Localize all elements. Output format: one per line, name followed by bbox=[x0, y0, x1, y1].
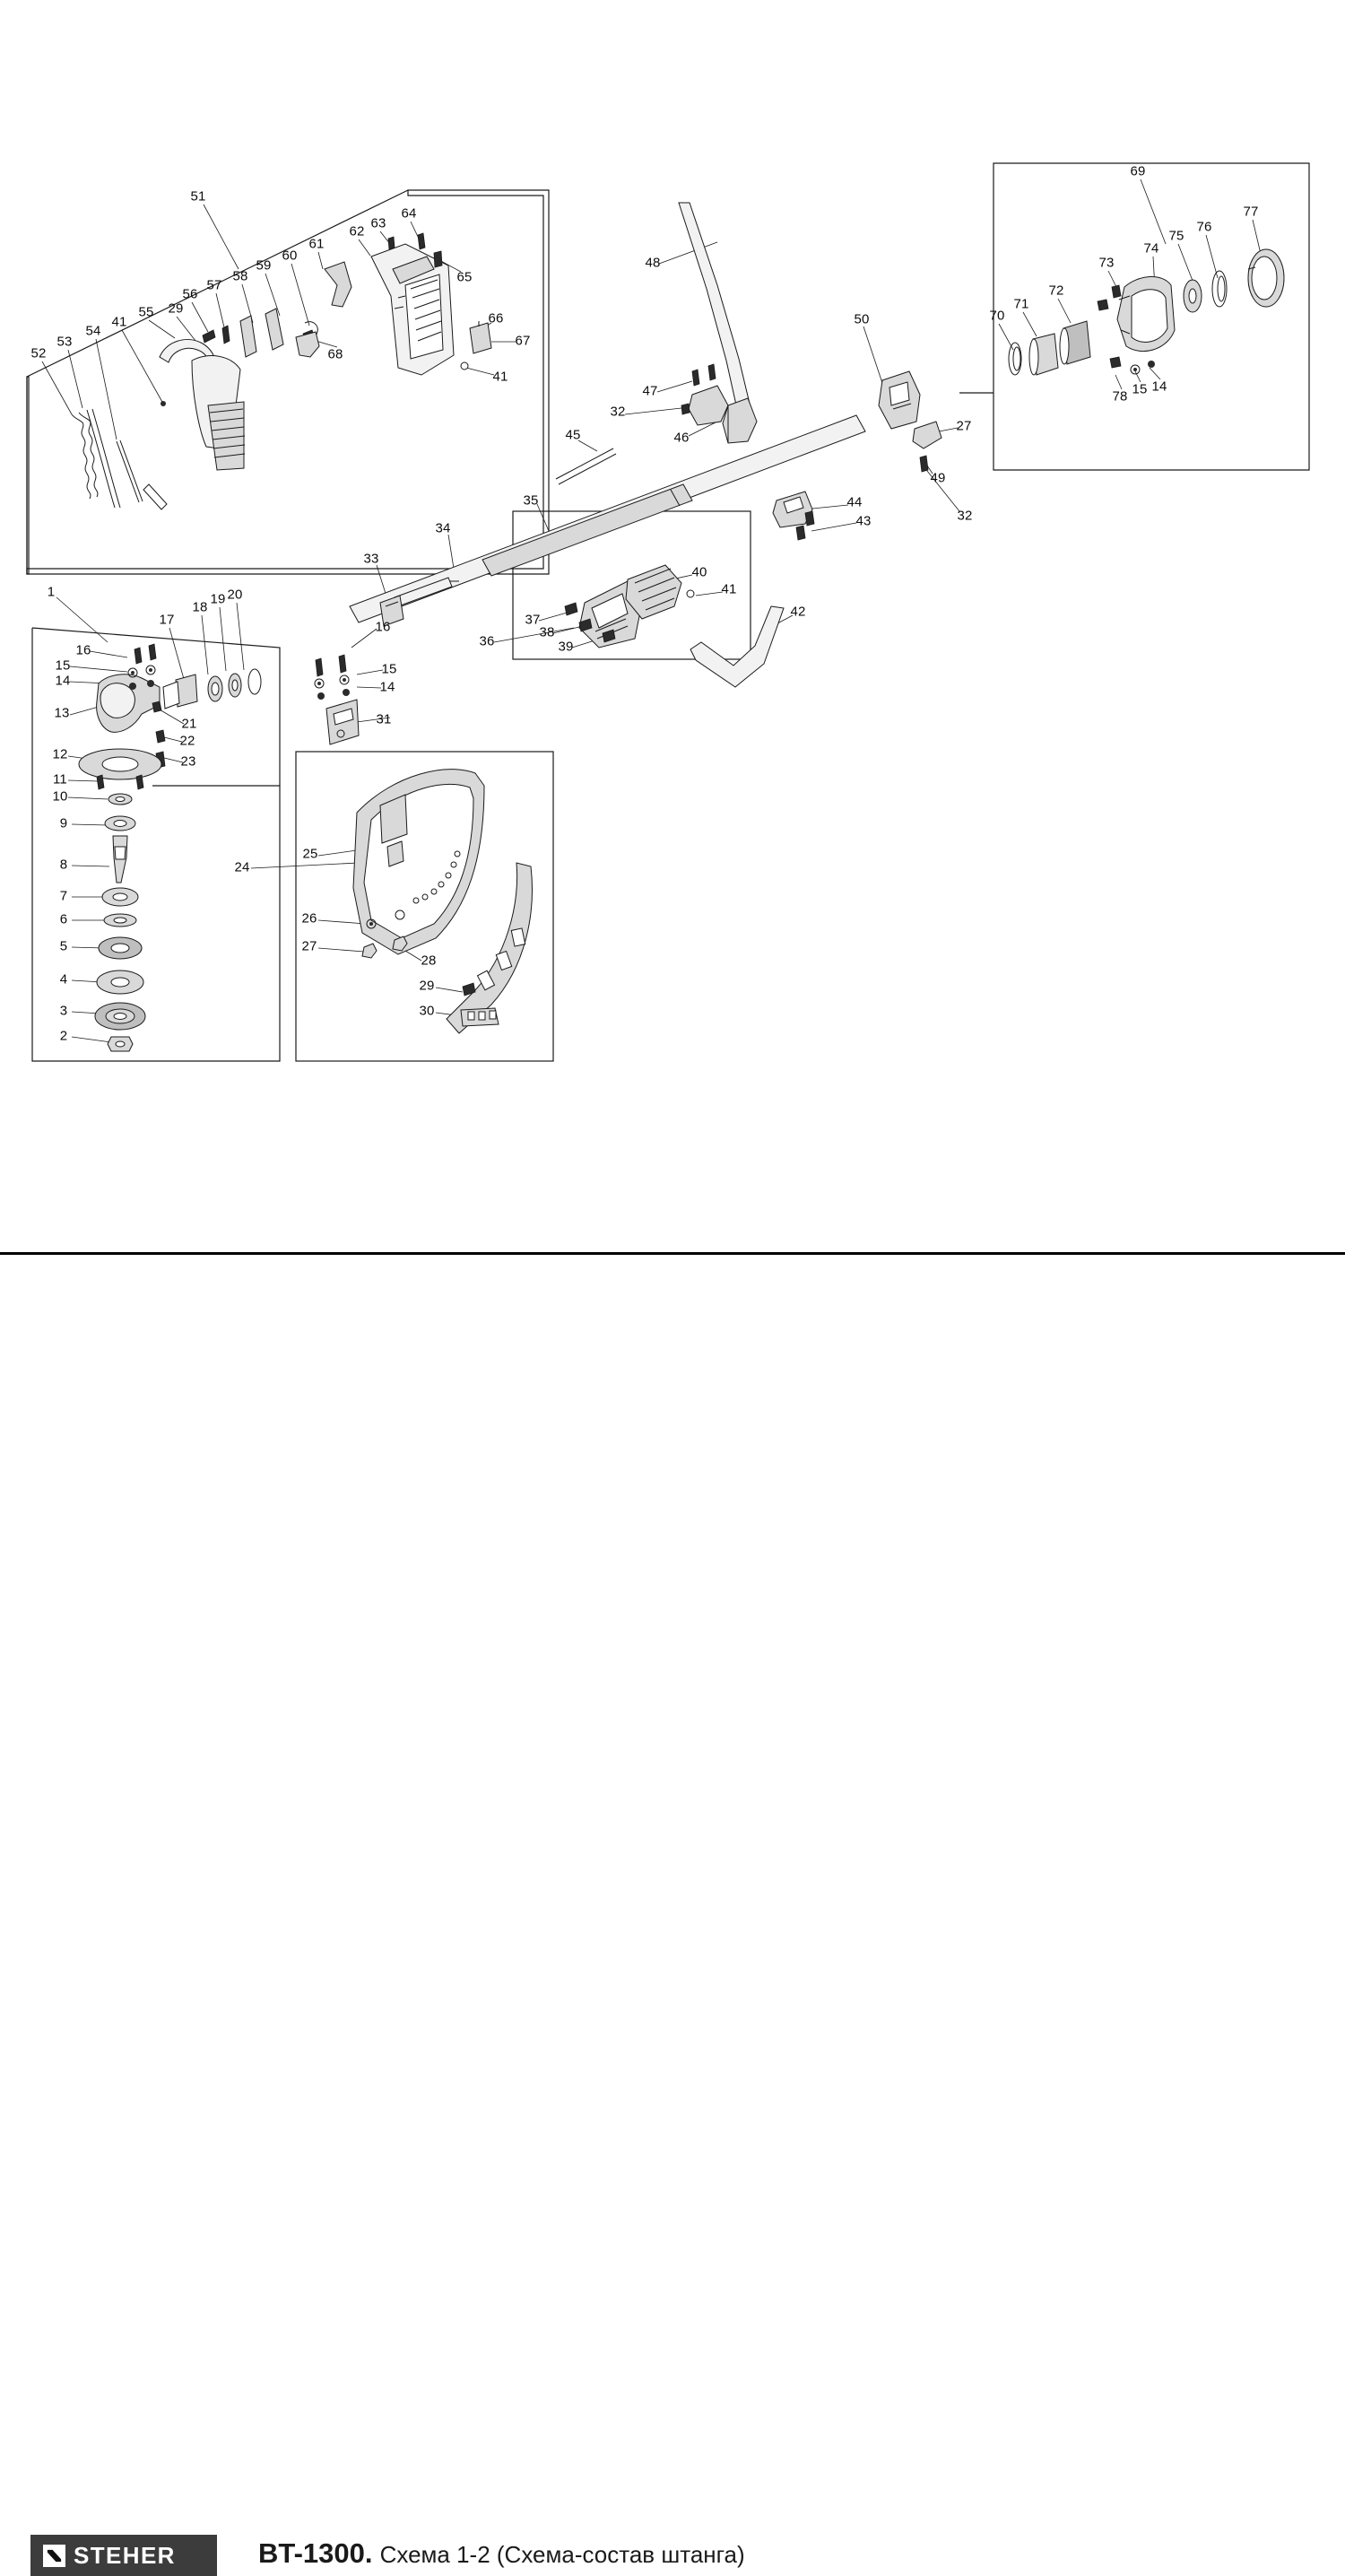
callout-14-left: 14 bbox=[55, 673, 71, 689]
front-grip-parts bbox=[565, 565, 694, 648]
callout-41-handle: 41 bbox=[111, 314, 127, 330]
callout-60: 60 bbox=[282, 248, 298, 264]
callout-36: 36 bbox=[479, 633, 495, 649]
model-name: BT-1300. bbox=[258, 2537, 373, 2569]
brand-badge bbox=[30, 2535, 217, 2576]
callout-75: 75 bbox=[1168, 228, 1184, 244]
callout-71: 71 bbox=[1013, 296, 1029, 312]
callout-18: 18 bbox=[192, 599, 208, 615]
callout-24: 24 bbox=[234, 859, 250, 875]
callout-34: 34 bbox=[435, 520, 451, 536]
callout-58: 58 bbox=[232, 268, 248, 284]
callout-48: 48 bbox=[645, 255, 661, 271]
callout-73: 73 bbox=[1098, 255, 1115, 271]
callout-6: 6 bbox=[59, 911, 68, 927]
callout-15-left: 15 bbox=[55, 657, 71, 674]
callout-43: 43 bbox=[855, 513, 872, 529]
callout-46: 46 bbox=[673, 430, 690, 446]
callout-41-switch: 41 bbox=[492, 369, 508, 385]
callout-37: 37 bbox=[525, 612, 541, 628]
callout-9: 9 bbox=[59, 815, 68, 831]
callout-61: 61 bbox=[308, 236, 325, 252]
callout-53: 53 bbox=[56, 334, 73, 350]
callout-28: 28 bbox=[421, 953, 437, 969]
callout-77: 77 bbox=[1243, 204, 1259, 220]
callout-31: 31 bbox=[376, 711, 392, 727]
callout-17: 17 bbox=[159, 612, 175, 628]
callout-15-clutch: 15 bbox=[1132, 381, 1148, 397]
callout-56: 56 bbox=[182, 286, 198, 302]
callout-41-grip: 41 bbox=[721, 581, 737, 597]
callout-45: 45 bbox=[565, 427, 581, 443]
callout-29-handle: 29 bbox=[168, 300, 184, 317]
callout-27-guard: 27 bbox=[301, 938, 317, 954]
group-frames bbox=[27, 163, 1309, 1061]
callout-54: 54 bbox=[85, 323, 101, 339]
callout-64: 64 bbox=[401, 205, 417, 222]
callout-72: 72 bbox=[1048, 283, 1064, 299]
callout-32-lower: 32 bbox=[957, 508, 973, 524]
callout-16-right: 16 bbox=[375, 619, 391, 635]
callout-55: 55 bbox=[138, 304, 154, 320]
callout-20: 20 bbox=[227, 587, 243, 603]
footer bbox=[0, 1255, 1345, 2569]
callout-40: 40 bbox=[691, 564, 707, 580]
callout-16-left: 16 bbox=[75, 642, 91, 658]
callout-52: 52 bbox=[30, 345, 47, 361]
callout-3: 3 bbox=[59, 1003, 68, 1019]
callout-1: 1 bbox=[47, 584, 56, 600]
callout-35: 35 bbox=[523, 492, 539, 509]
callout-74: 74 bbox=[1143, 240, 1159, 257]
callout-42: 42 bbox=[790, 604, 806, 620]
callout-63: 63 bbox=[370, 215, 386, 231]
callout-30: 30 bbox=[419, 1003, 435, 1019]
callout-26: 26 bbox=[301, 910, 317, 927]
callout-13: 13 bbox=[54, 705, 70, 721]
callout-8: 8 bbox=[59, 857, 68, 873]
callout-33: 33 bbox=[363, 551, 379, 567]
callout-27-shaft: 27 bbox=[956, 418, 972, 434]
callout-11: 11 bbox=[53, 771, 67, 788]
callout-29-guard: 29 bbox=[419, 978, 435, 994]
callout-25: 25 bbox=[302, 846, 318, 862]
callout-78: 78 bbox=[1112, 388, 1128, 405]
callout-44: 44 bbox=[846, 494, 863, 510]
callout-51: 51 bbox=[190, 188, 206, 205]
footer-title bbox=[258, 2537, 745, 2570]
s-logo-icon bbox=[43, 2545, 65, 2567]
callout-14-right: 14 bbox=[379, 679, 395, 695]
callout-47: 47 bbox=[642, 383, 658, 399]
callout-23: 23 bbox=[180, 753, 196, 770]
callout-70: 70 bbox=[989, 308, 1005, 324]
callout-10: 10 bbox=[52, 788, 68, 805]
callout-76: 76 bbox=[1196, 219, 1212, 235]
callout-62: 62 bbox=[349, 223, 365, 239]
callout-21: 21 bbox=[181, 716, 197, 732]
callout-22: 22 bbox=[179, 733, 195, 749]
callout-5: 5 bbox=[59, 938, 68, 954]
callout-15-right: 15 bbox=[381, 661, 397, 677]
callout-66: 66 bbox=[488, 310, 504, 326]
handle-assembly-parts bbox=[72, 233, 491, 509]
callout-49: 49 bbox=[930, 470, 946, 486]
scheme-subtitle: Схема 1-2 (Схема-состав штанга) bbox=[379, 2541, 745, 2568]
brand-name: STEHER bbox=[74, 2541, 176, 2569]
clutch-parts bbox=[1009, 249, 1284, 375]
callout-68: 68 bbox=[327, 346, 343, 362]
callout-57: 57 bbox=[206, 277, 222, 293]
callout-2: 2 bbox=[59, 1028, 68, 1044]
guard-parts bbox=[353, 770, 532, 1033]
callout-38: 38 bbox=[539, 624, 555, 640]
callout-32-clamp: 32 bbox=[610, 404, 626, 420]
callout-59: 59 bbox=[256, 257, 272, 274]
callout-12: 12 bbox=[52, 746, 68, 762]
callout-4: 4 bbox=[59, 971, 68, 988]
callout-39: 39 bbox=[558, 639, 574, 655]
callout-50: 50 bbox=[854, 311, 870, 327]
callout-67: 67 bbox=[515, 333, 531, 349]
callout-7: 7 bbox=[59, 888, 68, 904]
callout-65: 65 bbox=[456, 269, 473, 285]
callout-69: 69 bbox=[1130, 163, 1146, 179]
callout-19: 19 bbox=[210, 591, 226, 607]
callout-14-clutch: 14 bbox=[1151, 379, 1167, 395]
